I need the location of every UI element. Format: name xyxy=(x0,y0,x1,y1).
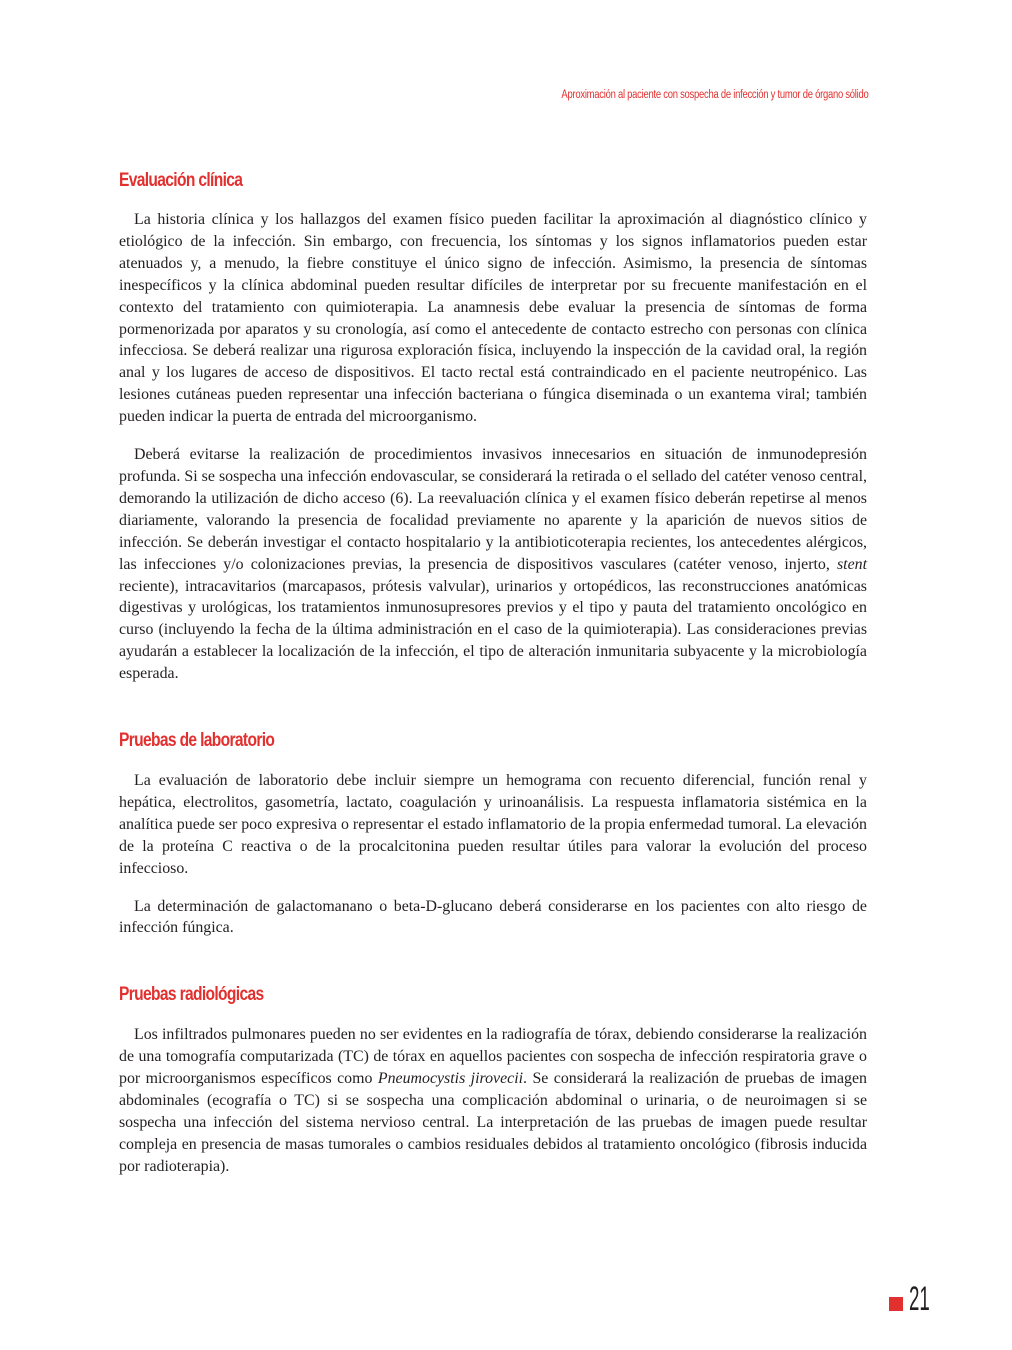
paragraph: La historia clínica y los hallazgos del examen físico pueden facilitar la aproximación al diagnóstico clínico y etiológico de la infección. Sin embargo, con frecuencia, los síntomas y los signos inflamatorios pueden estar atenuados y, a menudo, la fiebre constituye el único signo de infección. Asimismo, la presencia de síntomas inespecíficos y la clínica abdominal pueden resultar difíciles de interpretar por su frecuente manifestación en el contexto del tratamiento con quimioterapia. La anamnesis debe evaluar la presencia de síntomas de forma pormenorizada por aparatos y su cronología, así como el antecedente de contacto estrecho con personas con clínica infecciosa. Se deberá realizar una rigurosa exploración física, incluyendo la inspección de la cavidad oral, la región anal y los lugares de acceso de dispositivos. El tacto rectal está contraindicado en el paciente neutropénico. Las lesiones cutáneas pueden representar una infección bacteriana o fúngica diseminada o un exantema viral; también pueden indicar la puerta de entrada del microorganismo. xyxy=(119,211,867,426)
page-marker-square-icon xyxy=(889,1297,903,1311)
section-title-evaluacion-clinica: Evaluación clínica xyxy=(119,170,243,191)
paragraph: La evaluación de laboratorio debe incluir siempre un hemograma con recuento diferencial, función renal y hepática, electrolitos, gasometría, lactato, coagulación y urinoanálisis. La respuesta inflamatoria sistémica en la analítica puede ser poco expresiva o representar el estado inflamatorio de la propia enfermedad tumoral. La elevación de la proteína C reactiva o de la procalcitonina pueden resultar útiles para valorar la evolución del proceso infeccioso. xyxy=(119,772,867,877)
running-header: Aproximación al paciente con sospecha de infección y tumor de órgano sólido xyxy=(560,89,868,101)
section-title-pruebas-radiologicas: Pruebas radiológicas xyxy=(119,984,264,1006)
page-content xyxy=(119,168,867,1178)
page-number-text: 21 xyxy=(909,1280,930,1318)
page-number xyxy=(889,1282,947,1316)
paragraph: La determinación de galactomanano o beta-D-glucano deberá considerarse en los pacientes con alto riesgo de infección fúngica. xyxy=(119,897,867,937)
paragraph: Los infiltrados pulmonares pueden no ser evidentes en la radiografía de tórax, debiendo considerarse la realización de una tomografía computarizada (TC) de tórax en aquellos pacientes con sospecha de infección respiratoria grave o por microorganismos específicos como Pneumocystis jirovecii. Se considerará la realización de pruebas de imagen abdominales (ecografía o TC) si se sospecha una complicación abdominal o urinaria, o de neuroimagen si se sospecha una infección del sistema nervioso central. La interpretación de las pruebas de imagen puede resultar compleja en presencia de masas tumorales o cambios residuales debidos al tratamiento oncológico (fibrosis inducida por radioterapia). xyxy=(119,1026,867,1175)
paragraph: Deberá evitarse la realización de procedimientos invasivos innecesarios en situación de inmunodepresión profunda. Si se sospecha una infección endovascular, se considerará la retirada o el sellado del catéter venoso central, demorando la utilización de dicho acceso (6). La reevaluación clínica y el examen físico deberán repetirse al menos diariamente, valorando la presencia de focalidad previamente no aparente y la aparición de nuevos sitios de infección. Se deberán investigar el contacto hospitalario y la antibioticoterapia recientes, los antecedentes alérgicos, las infecciones y/o colonizaciones previas, la presencia de dispositivos vasculares (catéter venoso, injerto, stent reciente), intracavitarios (marcapasos, prótesis valvular), urinarios y ortopédicos, las reconstrucciones anatómicas digestivas y urológicas, los tratamientos inmunosupresores previos y el tipo y pauta del tratamiento oncológico en curso (incluyendo la fecha de la última administración en el caso de la quimioterapia). Las consideraciones previas ayudarán a establecer la localización de la infección, el tipo de alteración inmunitaria subyacente y la microbiología esperada. xyxy=(119,446,867,683)
section-title-pruebas-laboratorio: Pruebas de laboratorio xyxy=(119,730,275,752)
